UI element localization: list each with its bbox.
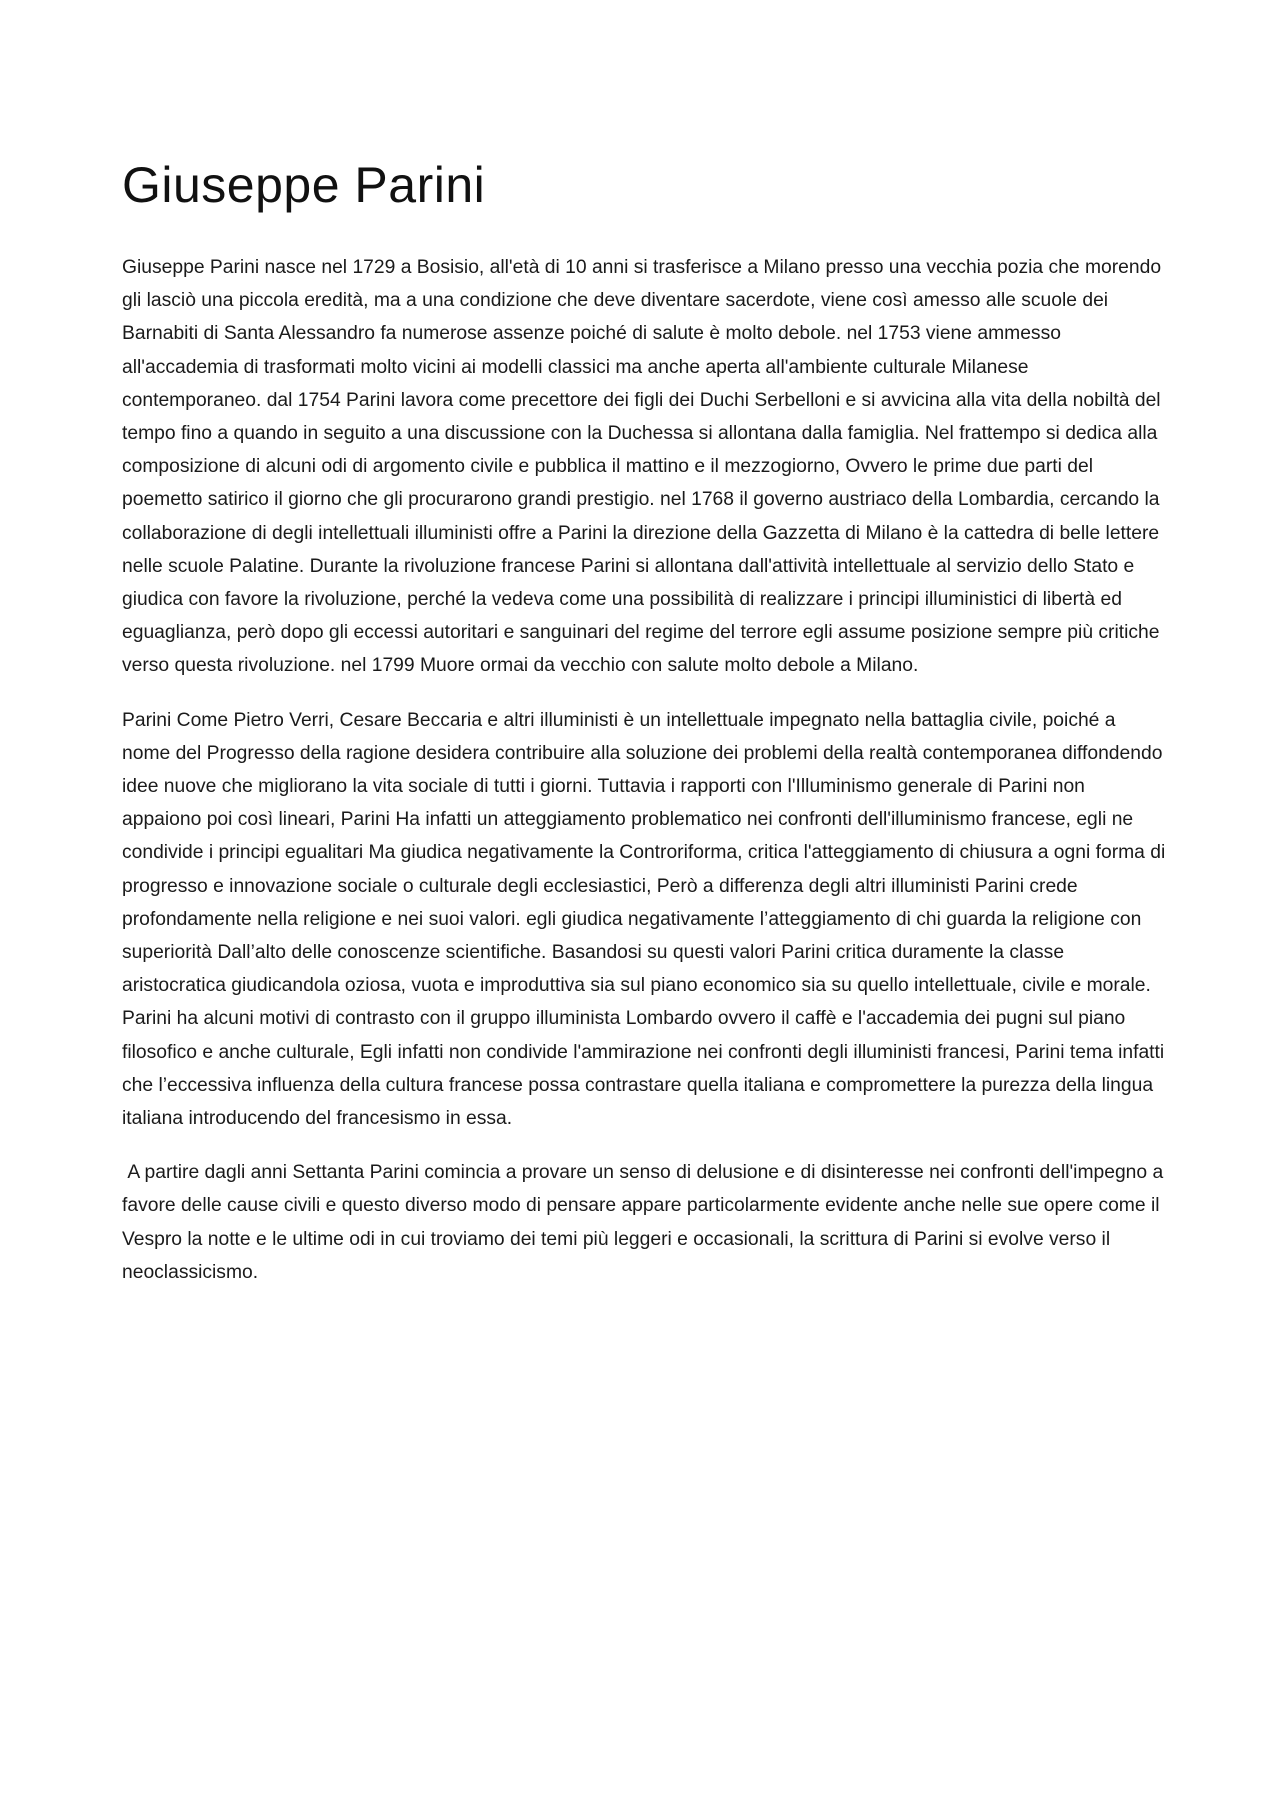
document-title: Giuseppe Parini [122, 157, 486, 213]
paragraph-biography: Giuseppe Parini nasce nel 1729 a Bosisio, all'età di 10 anni si trasferisce a Milano presso una vecchia pozia che morendo gli lasciò una piccola eredità, ma a una condizione che deve diventare sacerdote, viene così amesso alle scuole dei Barnabiti di Santa Alessandro fa numerose assenze poiché di salute è molto debole. nel 1753 viene ammesso all'accademia di trasformati molto vicini ai modelli classici ma anche aperta all'ambiente culturale Milanese contemporaneo. dal 1754 Parini lavora come precettore dei figli dei Duchi Serbelloni e si avvicina alla vita della nobiltà del tempo fino a quando in seguito a una discussione con la Duchessa si allontana dalla famiglia. Nel frattempo si dedica alla composizione di alcuni odi di argomento civile e pubblica il mattino e il mezzogiorno, Ovvero le prime due parti del poemetto satirico il giorno che gli procurarono grandi prestigio. nel 1768 il governo austriaco della Lombardia, cercando la collaborazione di degli intellettuali illuministi offre a Parini la direzione della Gazzetta di Milano è la cattedra di belle lettere nelle scuole Palatine. Durante la rivoluzione francese Parini si allontana dall'attività intellettuale al servizio dello Stato e giudica con favore la rivoluzione, perché la vedeva come una possibilità di realizzare i principi illuministici di libertà ed eguaglianza, però dopo gli eccessi autoritari e sanguinari del regime del terrore egli assume posizione sempre più critiche verso questa rivoluzione. nel 1799 Muore ormai da vecchio con salute molto debole a Milano. [122, 257, 1162, 677]
paragraph-late-period: A partire dagli anni Settanta Parini comincia a provare un senso di delusione e di disinteresse nei confronti dell'impegno a favore delle cause civili e questo diverso modo di pensare appare particolarmente evidente anche nelle sue opere come il Vespro la notte e le ultime odi in cui troviamo dei temi più leggeri e occasionali, la scrittura di Parini si evolve verso il neoclassicismo. [122, 1162, 1169, 1283]
paragraph-enlightenment: Parini Come Pietro Verri, Cesare Beccaria e altri illuministi è un intellettuale impegnato nella battaglia civile, poiché a nome del Progresso della ragione desidera contribuire alla soluzione dei problemi della realtà contemporanea diffondendo idee nuove che migliorano la vita sociale di tutti i giorni. Tuttavia i rapporti con l'Illuminismo generale di Parini non appaiono poi così lineari, Parini Ha infatti un atteggiamento problematico nei confronti dell'illuminismo francese, egli ne condivide i principi egualitari Ma giudica negativamente la Controriforma, critica l'atteggiamento di chiusura a ogni forma di progresso e innovazione sociale o culturale degli ecclesiastici, Però a differenza degli altri illuministi Parini crede profondamente nella religione e nei suoi valori. egli giudica negativamente l’atteggiamento di chi guarda la religione con superiorità Dall’alto delle conoscenze scientifiche. Basandosi su questi valori Parini critica duramente la classe aristocratica giudicandola oziosa, vuota e improduttiva sia sul piano economico sia su quello intellettuale, civile e morale. Parini ha alcuni motivi di contrasto con il gruppo illuminista Lombardo ovvero il caffè e l'accademia dei pugni sul piano filosofico e anche culturale, Egli infatti non condivide l'ammirazione nei confronti degli illuministi francesi, Parini tema infatti che l’eccessiva influenza della cultura francese possa contrastare quella italiana e compromettere la purezza della lingua italiana introducendo del francesismo in essa. [122, 709, 1166, 1130]
document-body [122, 158, 1167, 1310]
